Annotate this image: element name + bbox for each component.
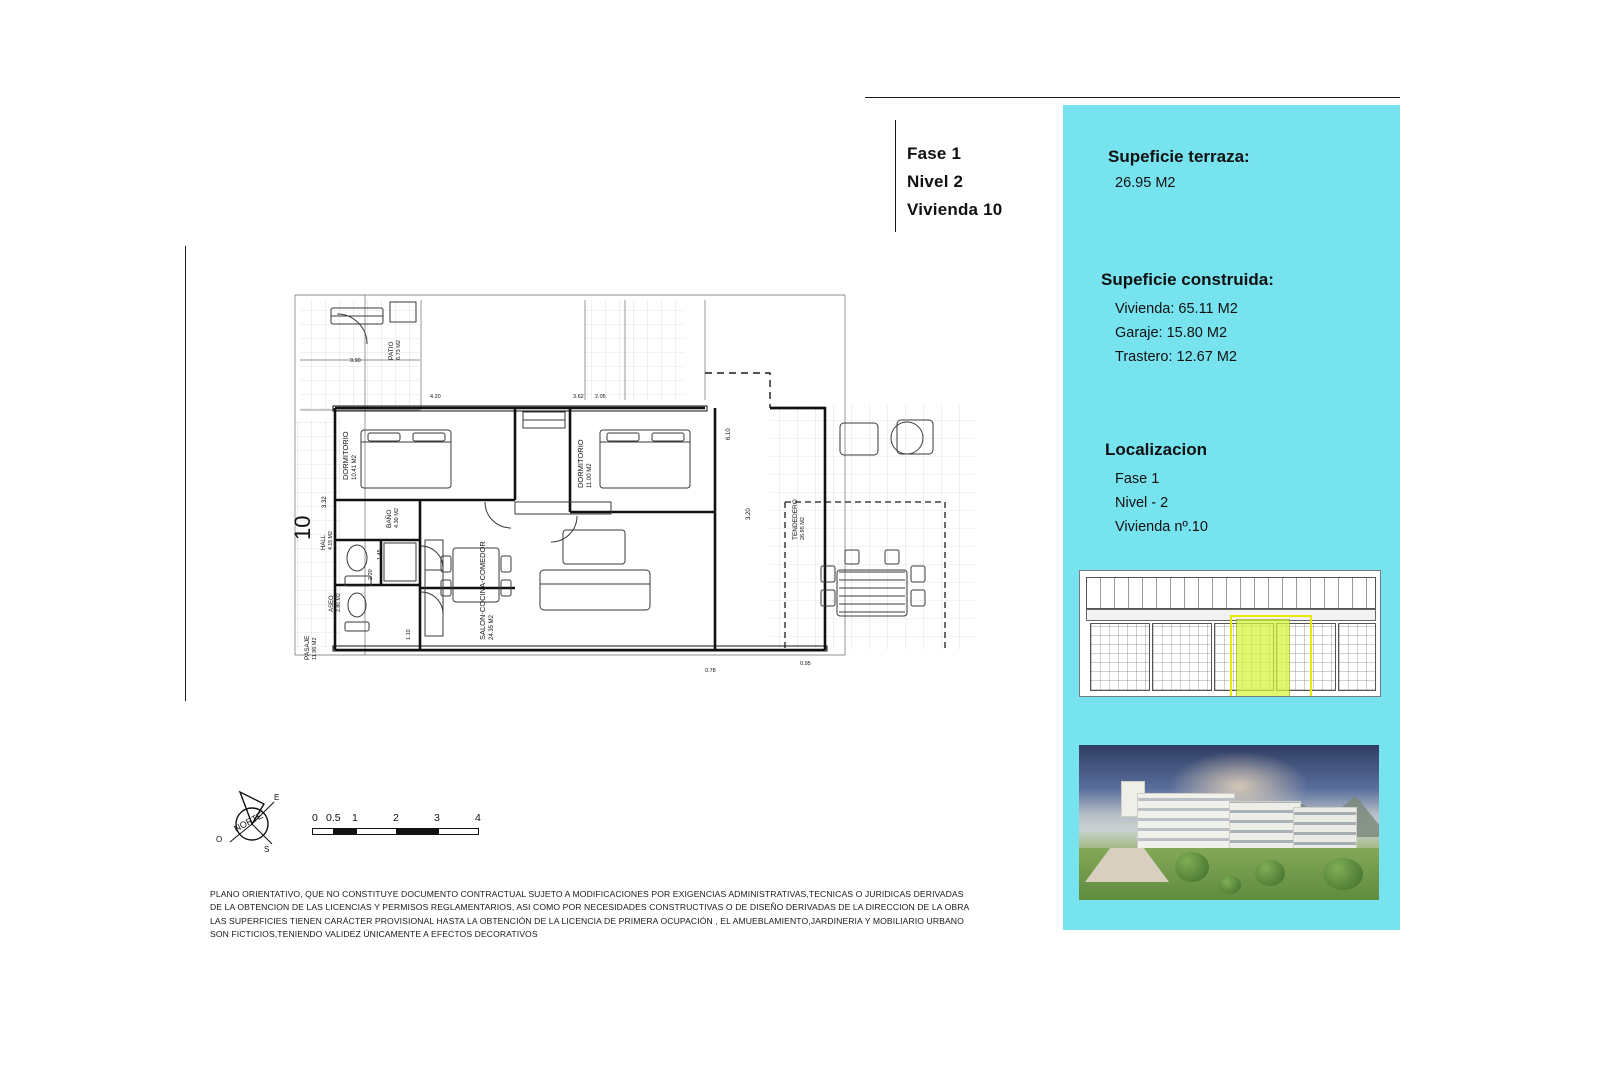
scale-segment xyxy=(397,828,438,835)
disclaimer-line: DE LA OBTENCION DE LAS LICENCIAS Y PERMISOS REGLAMENTARIOS, ASI COMO POR NECESIDADES CONSTRUCTIVAS O DE DISEÑO DERIVADAS DE LA DIRECCION DE LA OBRA xyxy=(210,902,970,913)
svg-text:PATIO: PATIO xyxy=(388,341,395,360)
title-top-rule xyxy=(865,97,1065,98)
disclaimer-line: LAS SUPERFICIES TIENEN CARÁCTER PROVISIONAL HASTA LA OBTENCIÓN DE LA LICENCIA DE PRIMERA OCUPACIÓN , EL AMUEBLAMIENTO,JARDINERIA Y MOBILIARIO URBANO xyxy=(210,915,964,926)
key-plan-diagram xyxy=(1079,570,1381,697)
location-label: Localizacion xyxy=(1105,440,1208,459)
svg-text:6.10: 6.10 xyxy=(726,428,732,440)
svg-text:NORTE: NORTE xyxy=(232,810,265,834)
scale-bar xyxy=(312,812,492,848)
render-shrub xyxy=(1255,860,1285,886)
svg-text:DORMITORIO: DORMITORIO xyxy=(341,431,350,480)
disclaimer-line: SON FICTICIOS,TENIENDO VALIDEZ ÚNICAMENTE A EFECTOS DECORATIVOS xyxy=(210,928,538,939)
svg-text:2.86 M2: 2.86 M2 xyxy=(336,593,342,612)
svg-text:TENDEDERO: TENDEDERO xyxy=(792,499,799,540)
built-area-dwelling: Vivienda: 65.11 M2 xyxy=(1115,301,1238,317)
svg-text:3.32: 3.32 xyxy=(322,496,328,508)
built-area-storage: Trastero: 12.67 M2 xyxy=(1115,349,1237,365)
north-arrow xyxy=(212,782,292,854)
disclaimer-line: PLANO ORIENTATIVO, QUE NO CONSTITUYE DOCUMENTO CONTRACTUAL SUJETO A MODIFICACIONES POR EXIGENCIAS ADMINISTRATIVAS,TECNICAS O JURIDICAS DERIVADAS xyxy=(210,889,964,899)
scale-segment xyxy=(356,828,397,835)
scale-tick: 2 xyxy=(393,812,399,824)
svg-text:BAÑO: BAÑO xyxy=(386,509,393,528)
render-building xyxy=(1293,807,1357,853)
key-plan-highlight-outline xyxy=(1230,615,1312,697)
title-vivienda: Vivienda 10 xyxy=(907,200,1003,219)
svg-text:2.05: 2.05 xyxy=(595,394,606,400)
svg-text:24.35 M2: 24.35 M2 xyxy=(489,614,495,640)
panel-top-rule xyxy=(1063,97,1400,98)
development-render-image xyxy=(1079,745,1379,900)
svg-text:6.73 M2: 6.73 M2 xyxy=(396,340,402,360)
key-plan-unit xyxy=(1152,623,1212,691)
render-shrub xyxy=(1219,876,1241,894)
scale-bar-graphic xyxy=(312,828,482,835)
render-shrub xyxy=(1175,852,1209,882)
render-shrub xyxy=(1323,858,1363,890)
disclaimer-text xyxy=(210,888,970,941)
svg-text:4.20: 4.20 xyxy=(430,394,441,400)
floor-plan-drawing xyxy=(185,240,985,690)
svg-text:26.95 M2: 26.95 M2 xyxy=(800,517,806,540)
location-dwelling: Vivienda nº.10 xyxy=(1115,519,1208,535)
scale-tick: 4 xyxy=(475,812,481,824)
svg-text:DORMITORIO: DORMITORIO xyxy=(576,439,585,488)
location-phase: Fase 1 xyxy=(1115,471,1160,487)
svg-text:ASEO: ASEO xyxy=(329,595,335,612)
svg-text:10: 10 xyxy=(290,515,315,540)
scale-tick: 0 xyxy=(312,812,318,824)
svg-text:11.96 M2: 11.96 M2 xyxy=(312,637,318,660)
terrace-area-value: 26.95 M2 xyxy=(1115,175,1176,191)
key-plan-parking-band xyxy=(1086,577,1376,609)
svg-text:S: S xyxy=(264,845,270,854)
info-panel xyxy=(1063,105,1400,930)
render-building xyxy=(1137,793,1235,849)
location-level: Nivel - 2 xyxy=(1115,495,1169,511)
svg-text:PASAJE: PASAJE xyxy=(304,635,311,660)
built-area-label: Supeficie construida: xyxy=(1101,270,1274,289)
scale-tick: 1 xyxy=(352,812,358,824)
scale-tick: 0.5 xyxy=(326,812,341,824)
scale-segment xyxy=(438,828,479,835)
title-nivel: Nivel 2 xyxy=(907,172,964,191)
scale-segment xyxy=(312,828,334,835)
svg-text:0.90: 0.90 xyxy=(350,358,361,364)
svg-text:3.62: 3.62 xyxy=(573,394,584,400)
svg-text:11.00 M2: 11.00 M2 xyxy=(587,463,593,488)
svg-text:0.78: 0.78 xyxy=(705,668,716,674)
title-block xyxy=(895,130,1065,240)
title-left-rule xyxy=(895,120,896,232)
svg-text:2.20: 2.20 xyxy=(368,569,374,580)
svg-text:10.41 M2: 10.41 M2 xyxy=(352,454,358,480)
svg-text:3.20: 3.20 xyxy=(746,508,752,520)
render-building xyxy=(1229,801,1301,851)
svg-text:SALON-COCINA-COMEDOR: SALON-COCINA-COMEDOR xyxy=(478,541,487,640)
scale-tick: 3 xyxy=(434,812,440,824)
terrace-area-label: Supeficie terraza: xyxy=(1108,147,1250,166)
svg-text:E: E xyxy=(274,793,280,802)
built-area-garage: Garaje: 15.80 M2 xyxy=(1115,325,1228,341)
svg-text:HALL: HALL xyxy=(321,534,327,550)
svg-text:O: O xyxy=(216,835,223,844)
svg-text:4.15 M2: 4.15 M2 xyxy=(328,531,334,550)
scale-segment xyxy=(334,828,356,835)
svg-text:0.95: 0.95 xyxy=(800,661,811,667)
scale-bar-ticks xyxy=(312,812,492,826)
svg-text:4.30 M2: 4.30 M2 xyxy=(394,508,400,528)
title-fase: Fase 1 xyxy=(907,144,962,163)
key-plan-unit xyxy=(1090,623,1150,691)
svg-text:1.10: 1.10 xyxy=(406,629,412,640)
key-plan-unit xyxy=(1338,623,1376,691)
svg-text:1.45: 1.45 xyxy=(377,549,383,560)
